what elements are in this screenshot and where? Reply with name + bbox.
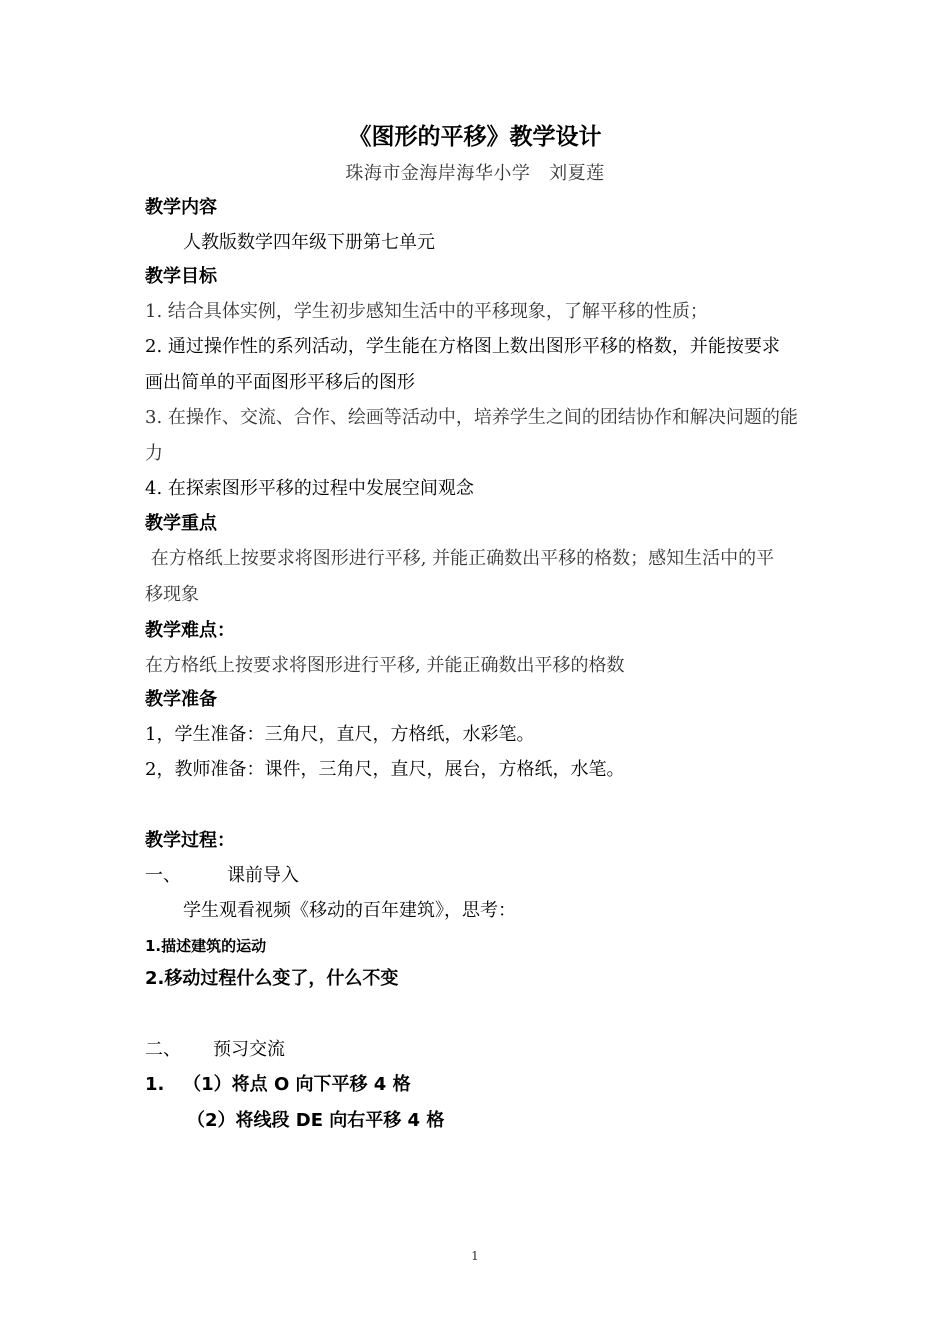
exercise-2: （2）将线段 DE 向右平移 4 格 xyxy=(187,1110,445,1131)
goal-2-line2: 画出简单的平面图形平移后的图形 xyxy=(145,372,415,393)
step-2-title: 预习交流 xyxy=(213,1039,285,1060)
goal-3-line2: 力 xyxy=(145,443,163,464)
step-1 xyxy=(145,864,299,888)
exercise-1: 1. （1）将点 O 向下平移 4 格 xyxy=(145,1074,411,1095)
heading-teaching-content: 教学内容 xyxy=(145,197,217,218)
document-author: 珠海市金海岸海华小学 刘夏莲 xyxy=(345,163,605,184)
difficulty-text: 在方格纸上按要求将图形进行平移, 并能正确数出平移的格数 xyxy=(145,655,625,676)
teaching-content-text: 人教版数学四年级下册第七单元 xyxy=(183,232,435,253)
heading-difficulty: 教学难点： xyxy=(145,620,235,641)
key-points-line1: 在方格纸上按要求将图形进行平移, 并能正确数出平移的格数；感知生活中的平 xyxy=(145,548,775,569)
question-2: 2.移动过程什么变了，什么不变 xyxy=(145,968,399,989)
step-2-number: 二、 xyxy=(145,1039,181,1060)
heading-process: 教学过程： xyxy=(145,830,235,851)
step-2 xyxy=(145,1038,285,1062)
heading-teaching-goals: 教学目标 xyxy=(145,266,217,287)
page-number: 1 xyxy=(471,1249,479,1263)
document-title: 《图形的平移》教学设计 xyxy=(348,124,602,150)
goal-3-line1: 3. 在操作、交流、合作、绘画等活动中，培养学生之间的团结协作和解决问题的能 xyxy=(145,407,798,428)
question-1: 1.描述建筑的运动 xyxy=(145,937,267,955)
goal-4: 4. 在探索图形平移的过程中发展空间观念 xyxy=(145,478,474,499)
goal-2-line1: 2. 通过操作性的系列活动，学生能在方格图上数出图形平移的格数，并能按要求 xyxy=(145,336,780,357)
key-points-line2: 移现象 xyxy=(145,584,199,605)
step-1-title: 课前导入 xyxy=(227,865,299,886)
preparation-2: 2，教师准备：课件，三角尺，直尺，展台，方格纸，水笔。 xyxy=(145,759,625,780)
goal-1: 1. 结合具体实例，学生初步感知生活中的平移现象，了解平移的性质； xyxy=(145,301,708,322)
heading-preparation: 教学准备 xyxy=(145,689,217,710)
step-1-number: 一、 xyxy=(145,865,181,886)
step-1-text: 学生观看视频《移动的百年建筑》，思考： xyxy=(183,900,516,921)
preparation-1: 1，学生准备：三角尺，直尺，方格纸，水彩笔。 xyxy=(145,724,535,745)
heading-key-points: 教学重点 xyxy=(145,513,217,534)
